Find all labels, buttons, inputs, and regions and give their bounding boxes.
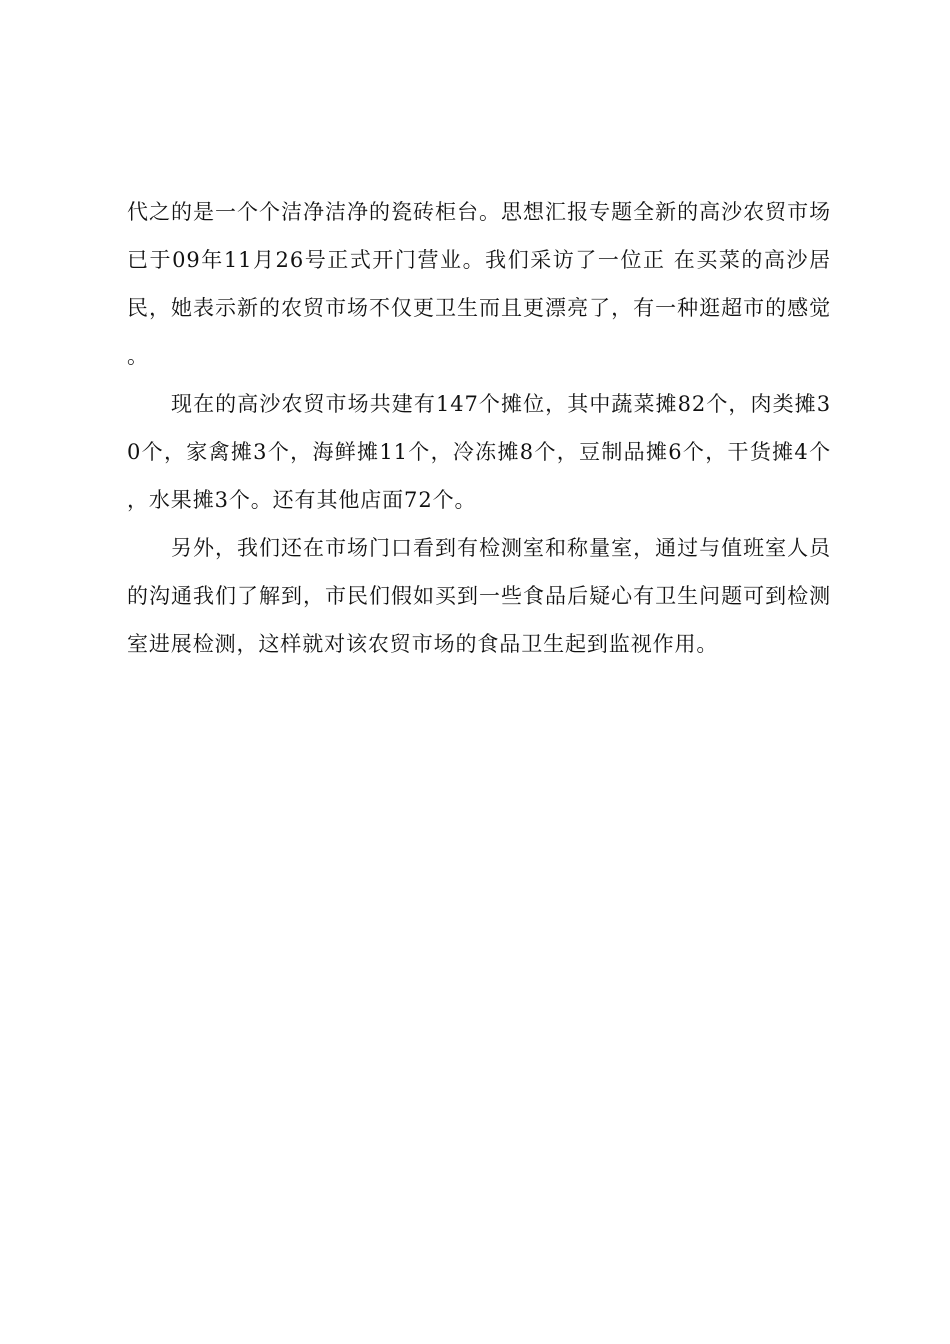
document-body [127, 188, 831, 668]
paragraph-inspection-room: 另外，我们还在市场门口看到有检测室和称量室，通过与值班室人员的沟通我们了解到，市民们假如买到一些食品后疑心有卫生问题可到检测室进展检测，这样就对该农贸市场的食品卫生起到监视作用。 [127, 536, 831, 656]
paragraph-stall-counts: 现在的高沙农贸市场共建有147个摊位，其中蔬菜摊82个，肉类摊30个，家禽摊3个，海鲜摊11个，冷冻摊8个，豆制品摊6个，干货摊4个，水果摊3个。还有其他店面72个。 [127, 392, 831, 512]
paragraph-market-opening: 代之的是一个个洁净洁净的瓷砖柜台。思想汇报专题全新的高沙农贸市场已于09年11月26号正式开门营业。我们采访了一位正 在买菜的高沙居民，她表示新的农贸市场不仅更卫生而且更漂亮了，有一种逛超市的感觉。 [127, 200, 831, 368]
